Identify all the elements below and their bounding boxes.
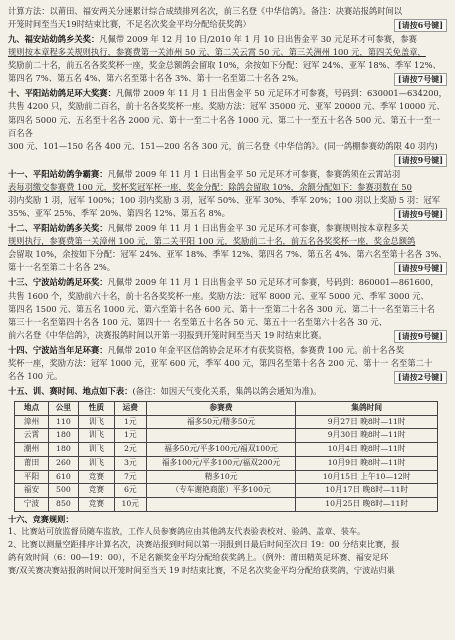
rule-line: 鸽有效时间（6：00—19：00），不足名额奖金平均分配给获奖鸽上。（例外：莆田精英足环赛、福安足环 bbox=[8, 552, 389, 563]
key-badge: [请按9号键] bbox=[394, 262, 447, 275]
schedule-table bbox=[14, 401, 438, 512]
table-cell: 10元 bbox=[114, 497, 146, 511]
table-header-row bbox=[15, 402, 438, 416]
rule-line: 1、比赛站可放监督员随车监放，工作人员参赛鸽应由其他鸽友代表验表校对、验鸽、盖章、装车。 bbox=[8, 526, 366, 537]
table-cell: 训飞 bbox=[78, 456, 114, 470]
section-13 bbox=[8, 276, 447, 342]
section-line: 奖杯一座，奖励方法：冠军 1000 元，亚军 600 元，季军 400 元，第四名至第十名各 200 元、第十一 名至第二十 bbox=[8, 357, 433, 368]
table-cell: 850 bbox=[48, 497, 78, 511]
section-title: 十六、竞赛规则： bbox=[8, 513, 74, 524]
table-cell: 竞赛 bbox=[78, 484, 114, 498]
section-line: 规则按本章程多关规则执行，参赛费第一关沛州 50 元、第二关云霄 50 元、第三关洲州 100 元，第四关免盖章， bbox=[8, 47, 426, 58]
table-cell: 漳州 bbox=[15, 415, 49, 429]
key-badge: [请按9号键] bbox=[394, 330, 447, 343]
table-row bbox=[15, 497, 438, 511]
section-line: 规则执行，参赛费第一关漳州 100 元，第二关平阳 100 元，奖励前二十名，前五名各奖奖杯一座，奖金总额鸽 bbox=[8, 236, 416, 247]
section-line: 九、福安站幼鸽乡关奖：凡佩带 2009 年 12 月 10 日/2010 年 1 月 10 日出售金平 30 元足环才可参赛，参赛 bbox=[8, 34, 417, 45]
section-line: 羽内奖励 1 羽，冠军 100%；100 羽内奖励 3 羽，冠军 50%、亚军 30%、季军 20%；100 羽以上奖励 5 羽：冠军 bbox=[8, 195, 440, 206]
table-cell bbox=[146, 497, 296, 511]
table-cell bbox=[146, 429, 296, 443]
section-line: 奖励前二十名，前五名各奖奖杯一座，奖金总额鸽会留取 10%，余按如下分配：冠军 24%、亚军 18%、季军 12%、 bbox=[8, 60, 441, 71]
key-badge: [请按9号键] bbox=[394, 154, 447, 167]
column-header: 运费 bbox=[114, 402, 146, 416]
section-title: 十五、训、赛时间、地点如下表： bbox=[8, 385, 133, 396]
section-title: 十、平阳站幼鸽足环大奖赛： bbox=[8, 88, 116, 99]
section-line: 会留取 10%，余按如下分配：冠军 24%、亚军 18%、季军 12%、第四名 7%、第五名 4%、第六名至第十名各 3%、 bbox=[8, 249, 447, 260]
table-cell: 3元 bbox=[114, 456, 146, 470]
table-cell: 10月25日 晚8时—11时 bbox=[296, 497, 438, 511]
table-cell: 莆田 bbox=[15, 456, 49, 470]
table-cell: 竞赛 bbox=[78, 497, 114, 511]
table-cell: 1元 bbox=[114, 429, 146, 443]
key-badge: [请按2号键] bbox=[394, 371, 447, 384]
table-cell: 福多100元/平多100元/福双200元 bbox=[146, 456, 296, 470]
table-cell: 福多50元/精多50元 bbox=[146, 415, 296, 429]
section-10 bbox=[8, 87, 447, 166]
section-title: 十三、宁波站幼鸽足环奖： bbox=[8, 277, 108, 288]
table-cell: 潮州 bbox=[15, 443, 49, 457]
table-cell: 7元 bbox=[114, 470, 146, 484]
table-cell: 10月9日 晚8时—11时 bbox=[296, 456, 438, 470]
table-cell: 500 bbox=[48, 484, 78, 498]
section-9 bbox=[8, 33, 447, 86]
intro-line: 开笼时间至当天19时结束比赛，不足名次奖金平均分配给获奖鸽） [请按6号键] bbox=[8, 18, 447, 31]
table-cell: 9月27日 晚8时—11时 bbox=[296, 415, 438, 429]
section-12 bbox=[8, 222, 447, 275]
rule-line: 2、比赛以测量空距排序计算名次，决赛站报到时间以第一羽报到日最后时间至次日 19：00 分结束比赛，报 bbox=[8, 539, 400, 550]
section-line: 第三十一名至第四十名各 100 元、第四十一 名至第五十名各 50 元、第五十一名至第六十名各 30 元、 bbox=[8, 316, 387, 327]
table-row bbox=[15, 443, 438, 457]
section-line: 十一、平阳站幼鸽争霸赛：凡佩带 2009 年 11 月 1 日出售金平 50 元足环才可参赛，参赛鸽须在云霄站羽 bbox=[8, 168, 401, 179]
section-line: 300 元、101—150 名各 400 元、151—200 名各 300 元，前三名登《中华信鸽》。(同一鸽棚参赛幼鸽限 40 羽内) bbox=[8, 140, 438, 151]
table-row bbox=[15, 470, 438, 484]
table-row bbox=[15, 484, 438, 498]
table-cell: 10月15日 上午10—12时 bbox=[296, 470, 438, 484]
table-cell: 训飞 bbox=[78, 415, 114, 429]
table-cell: 110 bbox=[48, 415, 78, 429]
table-cell: 6元 bbox=[114, 484, 146, 498]
column-header: 参赛费 bbox=[146, 402, 296, 416]
column-header: 地点 bbox=[15, 402, 49, 416]
section-14 bbox=[8, 344, 447, 384]
section-line: 第四名 7%、第五名 4%、第六名至第十名各 3%、第十一名至第二十名各 2%。 [请按7号键] bbox=[8, 72, 447, 85]
table-cell: 2元 bbox=[114, 443, 146, 457]
section-16 bbox=[8, 513, 447, 577]
table-cell: 260 bbox=[48, 456, 78, 470]
section-line: 共售 4200 只，奖励前二百名，前十名各奖奖杯一座。奖励方法：冠军 35000 元、亚军 20000 元、季军 10000 元、 bbox=[8, 101, 445, 112]
section-title: 九、福安站幼鸽乡关奖： bbox=[8, 34, 100, 45]
section-title: 十二、平阳站幼鸽多关奖： bbox=[8, 223, 108, 234]
section-15 bbox=[8, 385, 447, 512]
section-11 bbox=[8, 168, 447, 221]
key-badge: [请按9号键] bbox=[394, 208, 447, 221]
section-line: 第四名 5000 元、五名至十名各 2000 元、第十一至二十名各 1000 元、第二十一至五十名各 500 元、第五十一至一百名各 bbox=[8, 114, 441, 138]
section-title: 十四、宁波站当年足环赛： bbox=[8, 344, 108, 355]
table-cell: 宁波 bbox=[15, 497, 49, 511]
table-cell: 180 bbox=[48, 443, 78, 457]
section-title: 十一、平阳站幼鸽争霸赛： bbox=[8, 168, 108, 179]
section-line: 第十一名至第二十名各 2%。 [请按9号键] bbox=[8, 261, 447, 274]
table-cell: （专车谢艳商旅）平多100元 bbox=[146, 484, 296, 498]
intro-block bbox=[8, 5, 447, 32]
section-line: 第四名 1500 元、第五名 1000 元、第六至第十名各 600 元、第十一至第二十名各 300 元、第二十一名至第三十名 bbox=[8, 303, 435, 314]
intro-line: 计算方法：以莆田、福安两关分速累计综合成绩排列名次，前三名登《中华信鸽》。备注：决赛站报鸽时间以 bbox=[8, 6, 403, 16]
section-line: 共售 1600 个，奖励前六十名，前十名各奖奖杯一座。奖励方法：冠军 8000 元、亚军 5000 元、季军 3000 元、 bbox=[8, 290, 429, 301]
table-cell: 9月30日 晚8时—11时 bbox=[296, 429, 438, 443]
table-cell: 训飞 bbox=[78, 429, 114, 443]
key-badge: [请按6号键] bbox=[394, 19, 447, 32]
column-header: 集鸽时间 bbox=[296, 402, 438, 416]
table-cell: 1元 bbox=[114, 415, 146, 429]
section-line: 名各 100 元。 [请按2号键] bbox=[8, 370, 447, 383]
section-line: 十二、平阳站幼鸽多关奖：凡佩带 2009 年 11 月 1 日出售金平 30 元足环才可参赛，参赛规则按本章程多关 bbox=[8, 223, 409, 234]
column-header: 性质 bbox=[78, 402, 114, 416]
section-line: 表每羽缴交参赛费 100 元，奖杯奖冠军杯一座，奖金分配：除鸽会留取 10%，余额分配如下：参赛羽数在 50 bbox=[8, 181, 412, 192]
table-cell: 10月4日 晚8时—11时 bbox=[296, 443, 438, 457]
table-cell: 训飞 bbox=[78, 443, 114, 457]
table-cell: 610 bbox=[48, 470, 78, 484]
table-cell: 平阳 bbox=[15, 470, 49, 484]
table-cell: 云霄 bbox=[15, 429, 49, 443]
table-cell: 竞赛 bbox=[78, 470, 114, 484]
rule-line: 赛/双关赛决赛站报鸽时间以开笼时间至当天 19 时结束比赛，不足名次奖金平均分配给获奖鸽，宁波站归巢 bbox=[8, 564, 395, 575]
column-header: 公里 bbox=[48, 402, 78, 416]
table-row bbox=[15, 429, 438, 443]
table-row bbox=[15, 456, 438, 470]
table-cell: 福多50元/平多100元/福双100元 bbox=[146, 443, 296, 457]
key-badge: [请按7号键] bbox=[394, 73, 447, 86]
table-cell: 精多10元 bbox=[146, 470, 296, 484]
section-line: 35%、亚军 25%、季军 20%、第四名 12%、第五名 8%。 [请按9号键] bbox=[8, 207, 447, 220]
section-note: (备注：如因天气变化关系，集鸽以鸽会通知为准)。 bbox=[132, 385, 322, 396]
table-cell: 180 bbox=[48, 429, 78, 443]
table-row bbox=[15, 415, 438, 429]
section-line: 十四、宁波站当年足环赛：凡佩带 2010 年金平区信鸽协会足环才有获奖资格，参赛费 100 元。前十名各奖 bbox=[8, 344, 404, 355]
section-line: 十三、宁波站幼鸽足环奖：凡佩带 2009 年 11 月 1 日出售金平 50 元足环才可参赛，号码到：860001—861600， bbox=[8, 277, 439, 288]
table-cell: 10月17日 晚8时—11时 bbox=[296, 484, 438, 498]
section-line: 前六名登《中华信鸽》，决赛报鸽时间以开第一羽报到开笼时间至当天 19 时结束比赛。 [请按9号键] bbox=[8, 329, 447, 342]
table-cell: 福安 bbox=[15, 484, 49, 498]
section-line: 十、平阳站幼鸽足环大奖赛：凡佩带 2009 年 11 月 1 日出售金平 50 元足环才可参赛，号码到：630001—634200， bbox=[8, 88, 447, 99]
section-line bbox=[8, 385, 447, 398]
